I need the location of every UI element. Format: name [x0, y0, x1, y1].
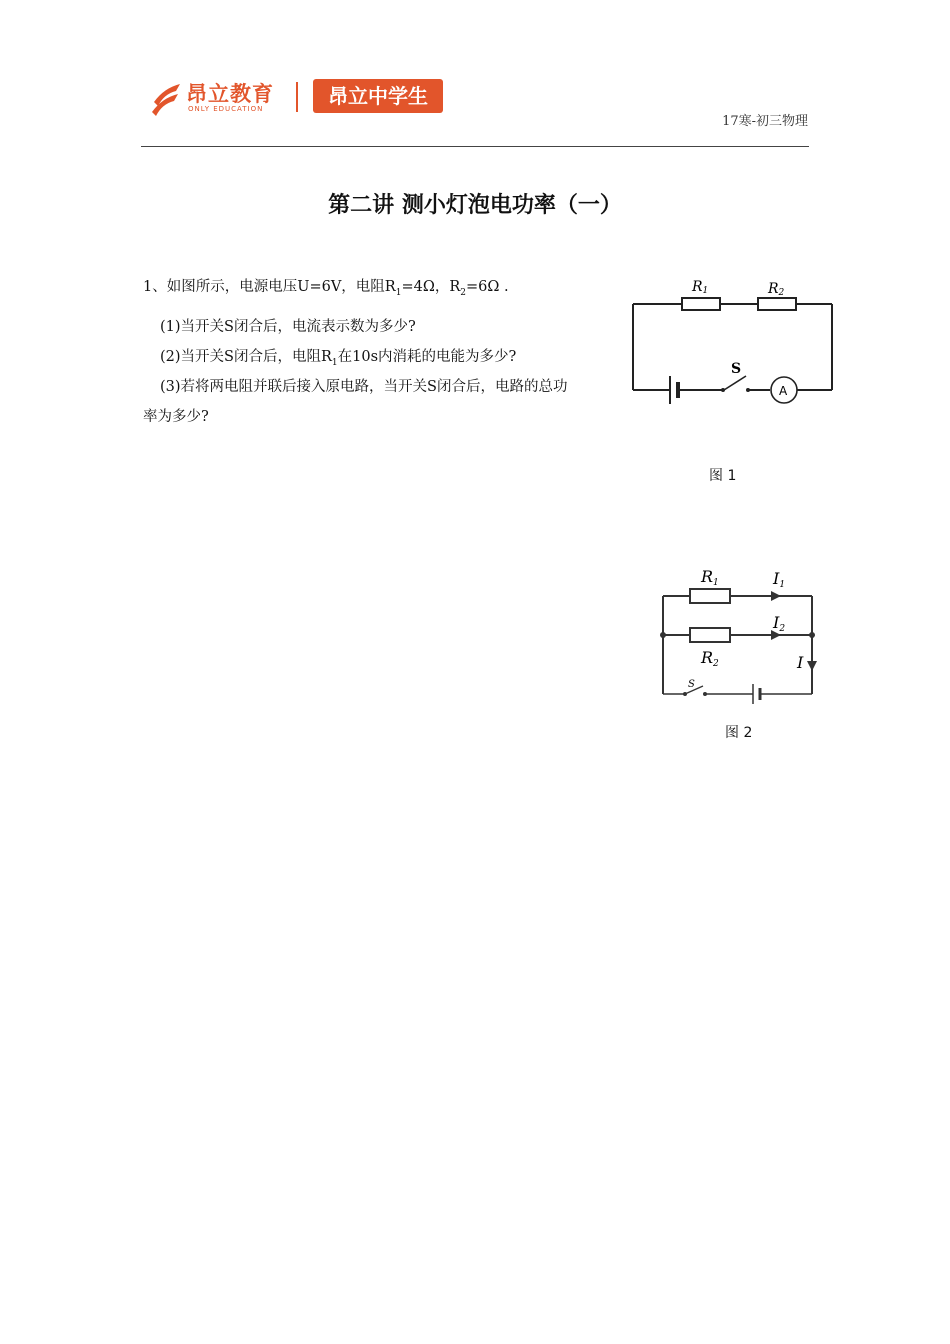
- fig1-switch-contact-right: [746, 388, 750, 392]
- fig2-junction-left: [660, 632, 666, 638]
- fig2-junction-right: [809, 632, 815, 638]
- header-divider: [141, 146, 809, 147]
- question-part-2-text-b: 在10s内消耗的电能为多少?: [337, 349, 517, 365]
- question-intro-text-a: 1、如图所示，电源电压U=6V，电阻R: [143, 279, 396, 295]
- fig2-i1-label: I1: [773, 569, 786, 590]
- brand-name-cn: 昂立教育: [186, 82, 274, 106]
- fig1-resistor-r2: [758, 298, 796, 310]
- brand-logo: [150, 76, 450, 120]
- fig1-resistor-r1: [682, 298, 720, 310]
- fig2-r1-label: R1: [701, 567, 719, 588]
- fig2-switch-contact-left: [683, 692, 687, 696]
- question-part-2-sub: 1: [331, 357, 338, 368]
- question-part-3-line1: (3)若将两电阻并联后接入原电路，当开关S闭合后，电路的总功: [160, 379, 568, 395]
- question-intro-sub2: 2: [460, 287, 467, 298]
- question-part-3-line2: 率为多少?: [143, 409, 209, 425]
- question-intro: [143, 272, 509, 308]
- fig1-ammeter-label: A: [779, 384, 788, 398]
- brand-mark-icon: [150, 78, 186, 118]
- fig2-arrow-i: [807, 661, 817, 671]
- fig2-resistor-r2: [690, 628, 730, 642]
- figure-1-circuit: [628, 272, 843, 407]
- question-intro-sub1: 1: [395, 287, 402, 298]
- fig2-arrow-i1: [771, 591, 781, 601]
- fig2-i-label: I: [797, 653, 804, 672]
- fig2-i2-label: I2: [773, 613, 786, 634]
- figure-2-circuit: [655, 560, 825, 705]
- brand-badge: 昂立中学生: [313, 79, 443, 113]
- figure-2-caption: 图 2: [725, 725, 753, 741]
- fig1-switch-blade: [724, 376, 746, 390]
- course-label: 17寒-初三物理: [722, 114, 808, 129]
- fig1-switch-label: S: [731, 361, 742, 377]
- fig2-switch-contact-right: [703, 692, 707, 696]
- question-intro-text-b: =4Ω，R: [401, 279, 461, 295]
- figure-1-caption: 图 1: [709, 468, 737, 484]
- page-title: 第二讲 测小灯泡电功率（一）: [328, 193, 622, 218]
- question-part-2-text-a: (2)当开关S闭合后，电阻R: [160, 349, 332, 365]
- fig1-r1-label: R1: [692, 279, 709, 296]
- question-intro-text-c: =6Ω .: [466, 279, 509, 295]
- fig1-r2-label: R2: [768, 281, 785, 298]
- fig2-resistor-r1: [690, 589, 730, 603]
- fig1-switch-contact-left: [721, 388, 725, 392]
- fig2-r2-label: R2: [701, 648, 719, 669]
- question-part-1: (1)当开关S闭合后，电流表示数为多少?: [160, 319, 416, 335]
- brand-name-en: ONLY EDUCATION: [188, 105, 264, 113]
- fig2-switch-label: S: [688, 679, 695, 690]
- brand-separator: [296, 82, 298, 112]
